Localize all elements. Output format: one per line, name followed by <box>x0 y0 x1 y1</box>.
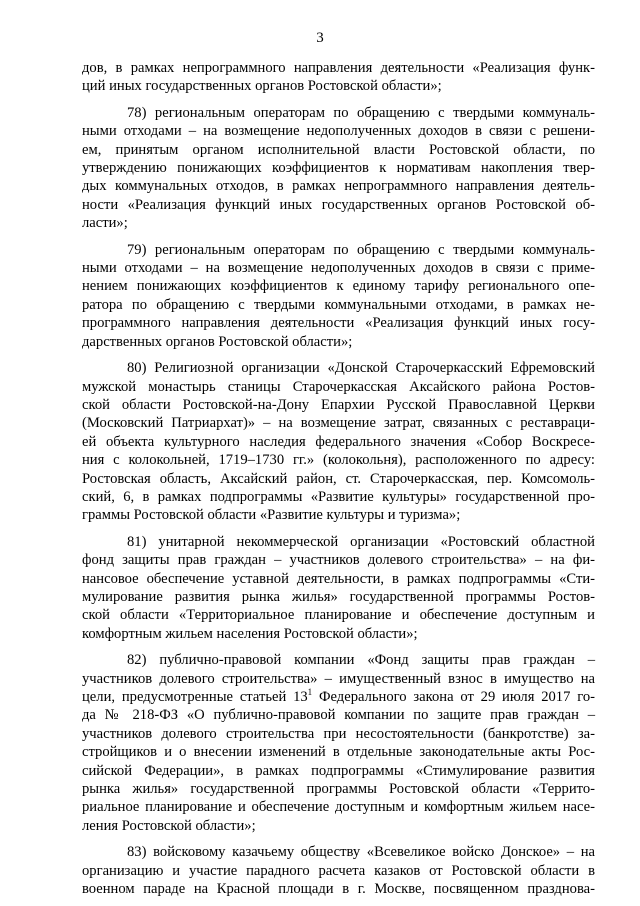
text-line: сийской Федерации», в рамках подпрограммы «Стимулирование развития <box>82 762 595 779</box>
document-body <box>82 59 595 906</box>
text-line: цели, предусмотренные статьей $13^1$ Федерального закона от 29 июля 2017 го- <box>82 687 595 705</box>
text-line: стройщиков и о внесении изменений в отдельные законодательные акты Рос- <box>82 744 595 761</box>
text-line: 80) Религиозной организации «Донской Старочеркасский Ефремовский <box>127 360 595 377</box>
text-line: ей объекта культурного наследия федерального значения «Собор Воскресе- <box>82 433 595 450</box>
paragraph-p83 <box>82 843 595 898</box>
text-line: Ростовская область, Аксайский район, ст. Старочеркасская, пер. Комсомоль- <box>82 470 595 487</box>
text-line: 81) унитарной некоммерческой организации «Ростовский областной <box>127 533 595 550</box>
text-line: (Московский Патриархат)» – на возмещение затрат, связанных с реставраци- <box>82 415 595 432</box>
superscript: 1 <box>307 687 313 698</box>
text-line: ласти»; <box>82 215 128 232</box>
text-line: рынка жилья» государственной программы Ростовской области «Террито- <box>82 781 595 798</box>
text-line: 83) войсковому казачьему обществу «Всевеликое войско Донское» – на <box>127 844 595 861</box>
text-line: дарственных органов Ростовской области»; <box>82 333 353 350</box>
text-line: утверждению понижающих коэффициентов к нормативам накопления твер- <box>82 160 595 177</box>
text-line: комфортным жильем населения Ростовской области»; <box>82 625 418 642</box>
text-line: граммы Ростовской области «Развитие культуры и туризма»; <box>82 507 461 524</box>
text-line: ными отходами – на возмещение недополученных доходов в связи с приме- <box>82 260 595 277</box>
text-line: мулирование развития рынка жилья» государственной программы Ростов- <box>82 588 595 605</box>
text-line: дов, в рамках непрограммного направления деятельности «Реализация функ- <box>82 60 595 76</box>
text-line: программного направления деятельности «Реализация функций иных госу- <box>82 315 595 332</box>
text-line: ными отходами – на возмещение недополученных доходов в связи с решени- <box>82 123 595 140</box>
text-line: ности «Реализация функций иных государственных органов Ростовской об- <box>82 196 595 213</box>
paragraph-p78 <box>82 104 595 233</box>
text-line: риальное планирование и обеспечение доступным и комфортным жильем насе- <box>82 799 595 816</box>
text-line: ской области «Территориальное планирование и обеспечение доступным и <box>82 607 595 624</box>
text-line: фонд защиты прав граждан – участников долевого строительства» – на фи- <box>82 552 595 569</box>
text-line: ратора по обращению с твердыми коммунальными отходами, в рамках не- <box>82 296 595 313</box>
text-line: 82) публично-правовой компании «Фонд защиты прав граждан – <box>127 652 595 669</box>
paragraph-p81 <box>82 533 595 643</box>
text-line: военном параде на Красной площади в г. Москве, посвященном празднова- <box>82 881 595 898</box>
text-line: ций иных государственных органов Ростовской области»; <box>82 78 442 95</box>
text-line: мужской монастырь станицы Старочеркасская Аксайского района Ростов- <box>82 378 595 395</box>
page-number: 3 <box>316 30 324 46</box>
text-line: нением понижающих коэффициентов к единому тарифу регионального опе- <box>82 278 595 295</box>
text-line: ем, принятым органом исполнительной власти Ростовской области, по <box>82 141 595 158</box>
paragraph-p79 <box>82 241 595 351</box>
paragraph-p77 <box>82 59 595 96</box>
text-line: участников долевого строительства при несостоятельности (банкротстве) за- <box>82 725 595 742</box>
text-line: 78) региональным операторам по обращению с твердыми коммуналь- <box>127 104 595 121</box>
text-line: организацию и участие парадного расчета казаков от Ростовской области в <box>82 862 595 879</box>
text-line: ния с колокольней, 1719–1730 гг.» (колокольня), расположенного по адресу: <box>82 452 595 469</box>
paragraph-p82 <box>82 651 595 835</box>
text-line: да № 218-ФЗ «О публично-правовой компании по защите прав граждан – <box>82 707 595 724</box>
paragraph-p80 <box>82 359 595 525</box>
text-line: ления Ростовской области»; <box>82 817 256 834</box>
text-line: ской области Ростовской-на-Дону Епархии Русской Православной Церкви <box>82 396 595 413</box>
text-line: нансовое обеспечение уставной деятельности, в рамках подпрограммы «Сти- <box>82 570 595 587</box>
text-line: ский, 6, в рамках подпрограммы «Развитие культуры» государственной про- <box>82 488 595 505</box>
text-line: 79) региональным операторам по обращению с твердыми коммуналь- <box>127 241 595 258</box>
text-line: дых коммунальных отходов, в рамках непрограммного направления деятель- <box>82 178 595 195</box>
text-line: участников долевого строительства» – имущественный взнос в имущество на <box>82 670 595 687</box>
